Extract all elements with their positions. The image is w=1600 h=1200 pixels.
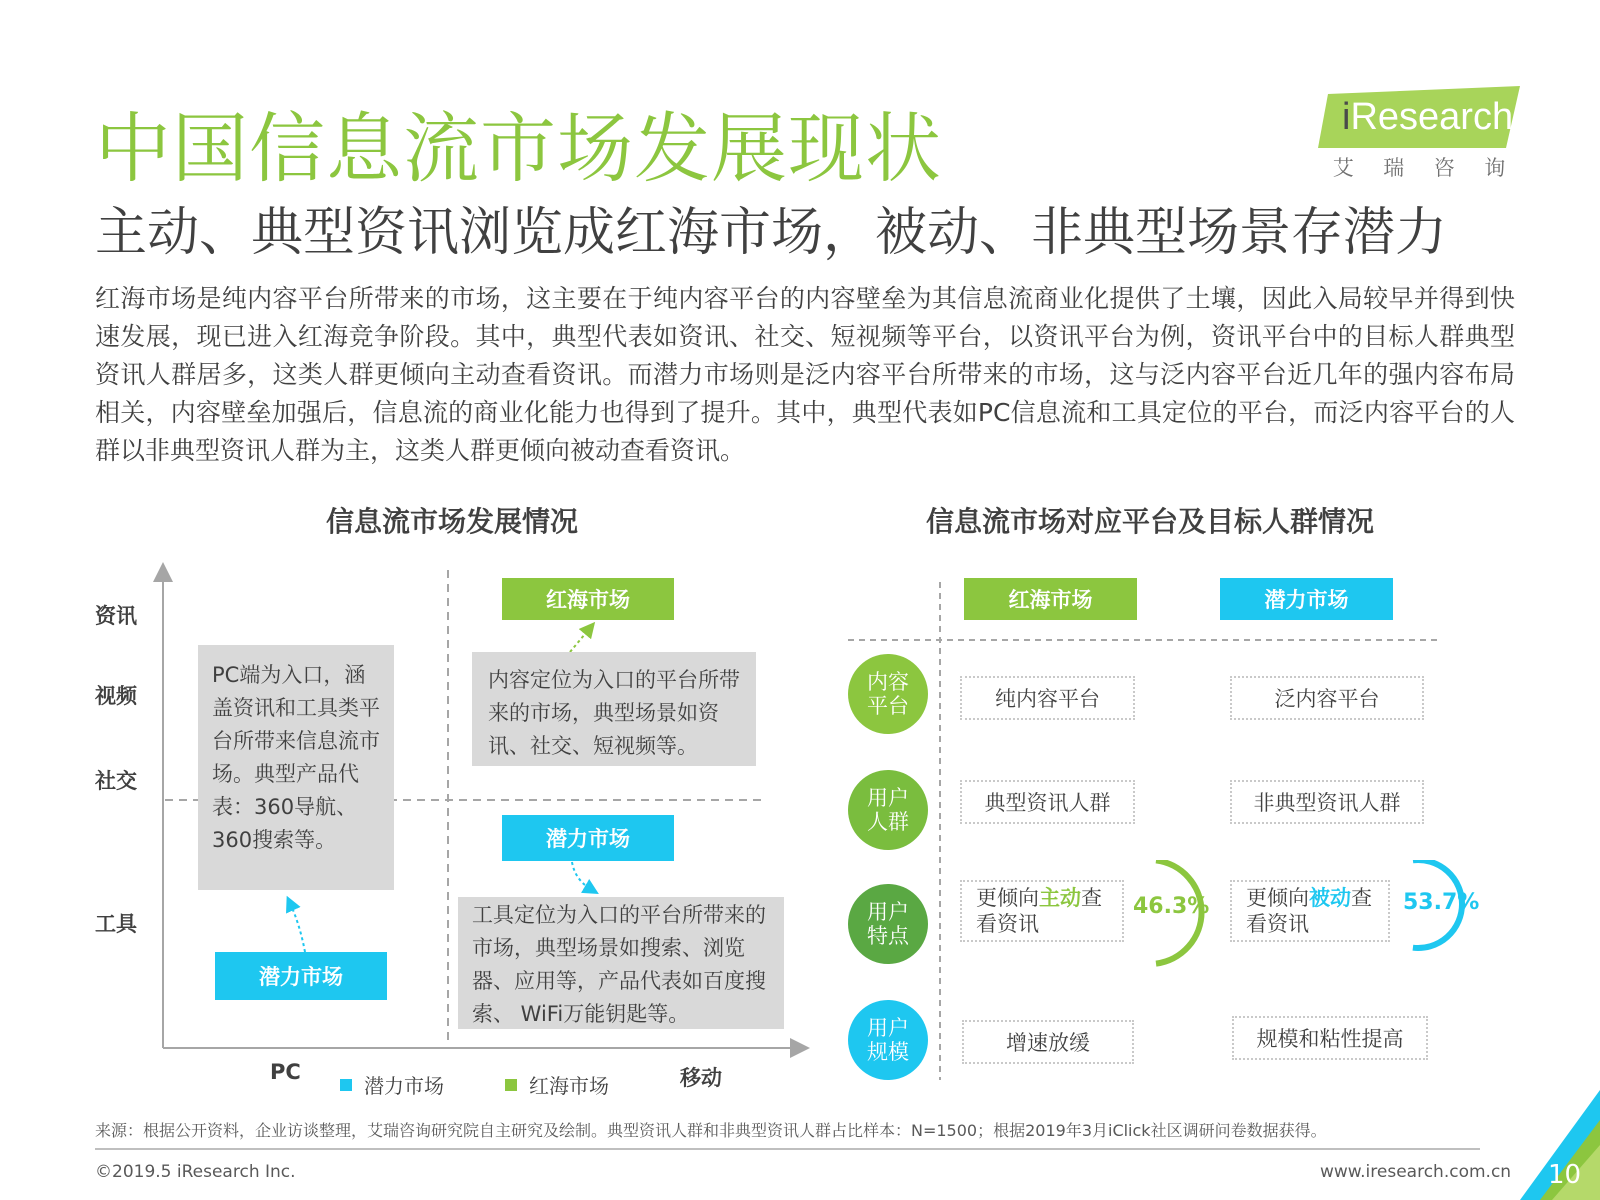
row-label-user-trait: 用户特点 bbox=[848, 884, 928, 964]
pc-tag-potential: 潜力市场 bbox=[215, 952, 387, 1000]
logo-chinese: 艾 瑞 咨 询 bbox=[1332, 156, 1506, 180]
cell-active-viewing: 更倾向主动查看资讯 bbox=[960, 880, 1124, 942]
cell-passive-viewing: 更倾向被动查看资讯 bbox=[1230, 880, 1390, 942]
pct-active: 46.3% bbox=[1133, 894, 1210, 919]
top-description-box: 内容定位为入口的平台所带来的市场，典型场景如资讯、社交、短视频等。 bbox=[472, 652, 756, 766]
logo-wordmark: iResearch bbox=[1342, 96, 1514, 138]
legend-swatch-potential bbox=[340, 1079, 352, 1091]
x-label-mobile: 移动 bbox=[680, 1066, 722, 1090]
left-chart-title: 信息流市场发展情况 bbox=[326, 505, 579, 538]
intro-paragraph: 红海市场是纯内容平台所带来的市场，这主要在于纯内容平台的内容壁垒为其信息流商业化提供了土壤，因此入局较早并得到快速发展，现已进入红海竞争阶段。其中，典型代表如资讯、社交、短视频等平台，以资讯平台为例，资讯平台中的目标人群典型资讯人群居多，这类人群更倾向主动查看资讯。而潜力市场则是泛内容平台所带来的市场，这与泛内容平台近几年的强内容布局相关，内容壁垒加强后，信息流的商业化能力也得到了提升。其中，典型代表如PC信息流和工具定位的平台，而泛内容平台的人群以非典型资讯人群为主，这类人群更倾向被动查看资讯。 bbox=[95, 284, 1515, 465]
cell-pure-content-platform: 纯内容平台 bbox=[960, 676, 1135, 720]
y-label-shipin: 视频 bbox=[95, 684, 137, 708]
footer-divider bbox=[95, 1148, 1480, 1150]
top-connector-arrow bbox=[570, 628, 590, 652]
page-number: 10 bbox=[1548, 1160, 1582, 1190]
y-label-zixun: 资讯 bbox=[95, 604, 137, 628]
cell-broad-content-platform: 泛内容平台 bbox=[1230, 676, 1424, 720]
page-subtitle: 主动、典型资讯浏览成红海市场，被动、非典型场景存潜力 bbox=[95, 203, 1448, 263]
bottom-description-box: 工具定位为入口的平台所带来的市场，典型场景如搜索、浏览器、应用等，产品代表如百度搜索、 WiFi万能钥匙等。 bbox=[458, 897, 784, 1029]
y-label-gongju: 工具 bbox=[95, 912, 137, 936]
cell-atypical-news-users: 非典型资讯人群 bbox=[1230, 780, 1424, 824]
row-label-user-scale: 用户规模 bbox=[848, 1000, 928, 1080]
bottom-connector-arrow bbox=[572, 862, 592, 890]
row-label-user-group: 用户人群 bbox=[848, 770, 928, 850]
copyright: ©2019.5 iResearch Inc. bbox=[95, 1162, 296, 1182]
y-label-shejiao: 社交 bbox=[95, 769, 137, 793]
cell-scale-stickiness-up: 规模和粘性提高 bbox=[1232, 1016, 1428, 1060]
right-chart-title: 信息流市场对应平台及目标人群情况 bbox=[926, 505, 1375, 538]
cell-typical-news-users: 典型资讯人群 bbox=[960, 780, 1135, 824]
legend-potential: 潜力市场 bbox=[340, 1070, 444, 1099]
pc-description-box: PC端为入口，涵盖资讯和工具类平台所带来信息流市场。典型产品代表：360导航、360搜索等。 bbox=[198, 645, 394, 890]
page-title: 中国信息流市场发展现状 bbox=[95, 104, 942, 193]
legend-redsea: 红海市场 bbox=[505, 1070, 609, 1099]
row-label-content-platform: 内容平台 bbox=[848, 654, 928, 734]
source-note: 来源：根据公开资料，企业访谈整理，艾瑞咨询研究院自主研究及绘制。典型资讯人群和非典型资讯人群占比样本：N=1500；根据2019年3月iClick社区调研问卷数据获得。 bbox=[95, 1121, 1327, 1140]
pc-connector-arrow bbox=[290, 903, 305, 952]
pct-passive: 53.7% bbox=[1403, 890, 1480, 915]
x-label-pc: PC bbox=[270, 1060, 301, 1084]
col-header-potential: 潜力市场 bbox=[1220, 578, 1393, 620]
legend-swatch-redsea bbox=[505, 1079, 517, 1091]
website-link[interactable]: www.iresearch.com.cn bbox=[1320, 1162, 1512, 1182]
bottom-tag-potential: 潜力市场 bbox=[502, 815, 674, 861]
cell-growth-slowing: 增速放缓 bbox=[962, 1020, 1134, 1064]
col-header-redsea: 红海市场 bbox=[964, 578, 1137, 620]
top-tag-redsea: 红海市场 bbox=[502, 578, 674, 620]
